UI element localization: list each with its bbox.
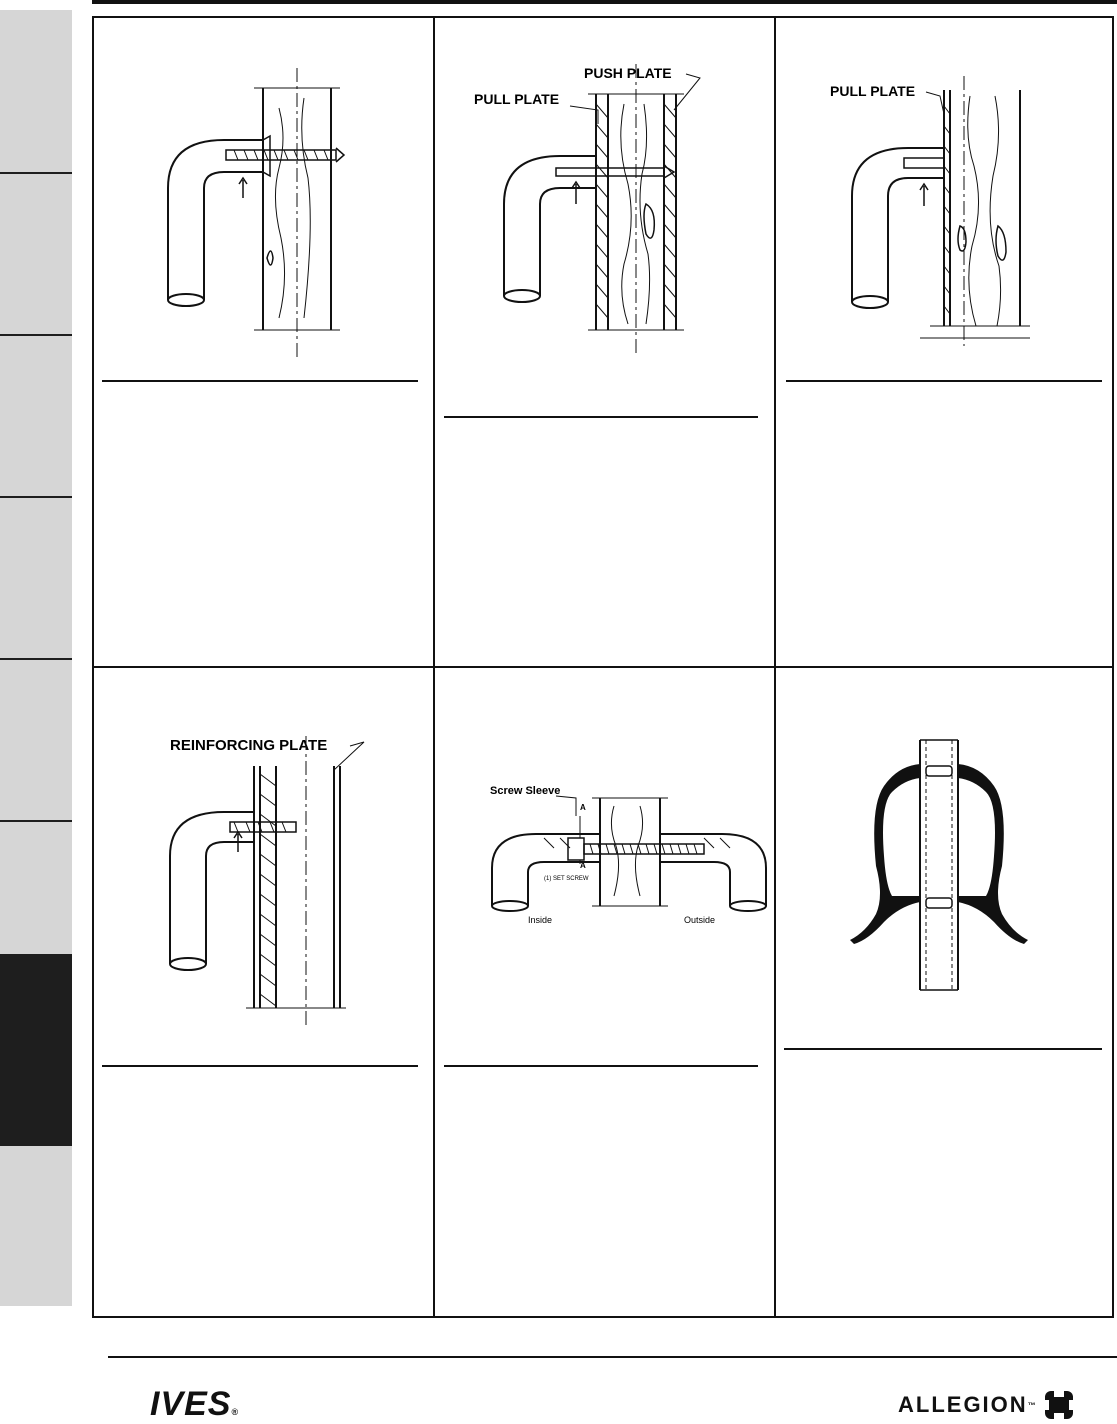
allegion-logo	[898, 1390, 1074, 1420]
figure-back-to-back-sleeve	[464, 776, 784, 946]
figure-reinforcing-plate	[154, 726, 434, 1026]
allegion-logo-text: ALLEGION	[898, 1392, 1028, 1417]
side-tab-3[interactable]	[0, 336, 72, 496]
caption-rule	[444, 1065, 758, 1067]
label-set-screw: (1) SET SCREW	[544, 876, 589, 882]
allegion-mark-icon	[1044, 1390, 1074, 1420]
label-a-bottom: A	[580, 861, 586, 870]
figure-glass-door-pull	[840, 736, 1040, 996]
label-inside: Inside	[528, 915, 553, 925]
label-outside: Outside	[684, 915, 716, 925]
figure-push-pull-plate	[464, 64, 754, 364]
footer-rule	[108, 1356, 1117, 1358]
side-tab-5[interactable]	[0, 660, 72, 820]
ives-logo-mark: ®	[231, 1407, 240, 1417]
label-screw-sleeve: Screw Sleeve	[490, 785, 561, 797]
caption-rule	[444, 416, 758, 418]
label-push-plate: PUSH PLATE	[584, 65, 672, 81]
label-pull-plate: PULL PLATE	[830, 83, 916, 99]
side-tab-7-active[interactable]	[0, 954, 72, 1146]
figure-grid	[92, 16, 1114, 1318]
caption-rule	[102, 1065, 418, 1067]
side-tab-6[interactable]	[0, 822, 72, 954]
figure-pull-through-bolt	[154, 68, 414, 368]
side-tab-8[interactable]	[0, 1146, 72, 1306]
caption-rule	[102, 380, 418, 382]
label-pull-plate: PULL PLATE	[474, 91, 560, 107]
label-reinforcing-plate: REINFORCING PLATE	[170, 737, 328, 754]
figure-pull-plate	[820, 76, 1110, 366]
allegion-logo-mark: ™	[1027, 1400, 1038, 1410]
grid-divider	[94, 666, 1112, 668]
side-tab-2[interactable]	[0, 174, 72, 334]
top-rule	[92, 0, 1117, 4]
caption-rule	[786, 380, 1102, 382]
side-tab-4[interactable]	[0, 498, 72, 658]
label-a-top: A	[580, 803, 586, 812]
ives-logo-text: IVES	[150, 1385, 232, 1423]
side-tab-1[interactable]	[0, 10, 72, 172]
caption-rule	[784, 1048, 1102, 1050]
ives-logo	[150, 1385, 239, 1424]
